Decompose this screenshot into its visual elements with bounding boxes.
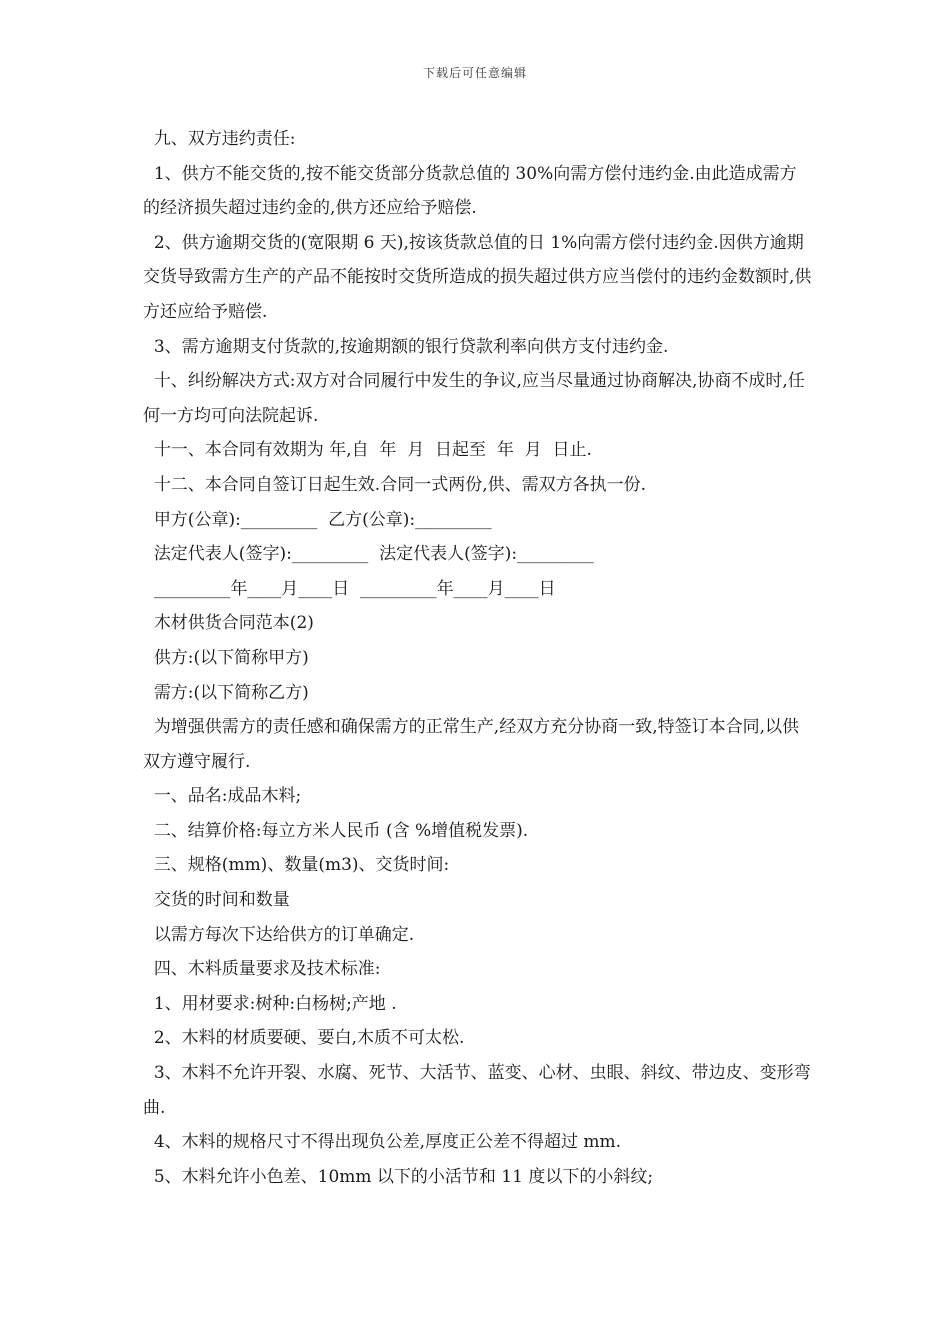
paragraph-validity: 十一、本合同有效期为 年,自 年 月 日起至 年 月 日止.: [143, 440, 592, 461]
signature-date-line: _________年____月____日 _________年____月____日: [143, 578, 556, 599]
paragraph-breach-1: 1、供方不能交货的,按不能交货部分货款总值的 30%向需方偿付违约金.由此造成需方的经济损失超过违约金的,供方还应给予赔偿.: [143, 163, 797, 219]
supplier-line: 供方:(以下简称甲方): [143, 647, 309, 668]
paragraph-order: 以需方每次下达给供方的订单确定.: [143, 924, 415, 945]
paragraph-spec: 三、规格(mm)、数量(m3)、交货时间:: [143, 855, 450, 876]
paragraph-effect: 十二、本合同自签订日起生效.合同一式两份,供、需双方各执一份.: [143, 474, 647, 495]
paragraph-product-name: 一、品名:成品木料;: [143, 786, 302, 807]
paragraph-quality-3: 3、木料不允许开裂、水腐、死节、大活节、蓝变、心材、虫眼、斜纹、带边皮、变形弯曲.: [143, 1063, 811, 1118]
paragraph-quality-2: 2、木料的材质要硬、要白,木质不可太松.: [143, 1028, 465, 1049]
paragraph-dispute: 十、纠纷解决方式:双方对合同履行中发生的争议,应当尽量通过协商解决,协商不成时,任何一方均可向法院起诉.: [143, 371, 805, 426]
paragraph-breach-3: 3、需方逾期支付货款的,按逾期额的银行贷款利率向供方支付违约金.: [143, 336, 669, 357]
paragraph-delivery-time: 交货的时间和数量: [143, 890, 290, 911]
signature-representative-line: 法定代表人(签字):_________ 法定代表人(签字):_________: [143, 544, 594, 565]
document-body: [143, 122, 813, 1194]
paragraph-quality-4: 4、木料的规格尺寸不得出现负公差,厚度正公差不得超过 mm.: [143, 1132, 622, 1153]
page-header-note: 下载后可任意编辑: [422, 66, 527, 80]
signature-seal-line: 甲方(公章):_________ 乙方(公章):_________: [143, 509, 492, 530]
paragraph-price: 二、结算价格:每立方米人民币 (含 %增值税发票).: [143, 820, 529, 841]
paragraph-breach-title: 九、双方违约责任:: [143, 129, 296, 149]
paragraph-quality-title: 四、木料质量要求及技术标准:: [143, 959, 381, 980]
paragraph-quality-1: 1、用材要求:树种:白杨树;产地 .: [143, 993, 397, 1014]
paragraph-preamble: 为增强供需方的责任感和确保需方的正常生产,经双方充分协商一致,特签订本合同,以供双方遵守履行.: [143, 717, 800, 772]
paragraph-quality-5: 5、木料允许小色差、10mm 以下的小活节和 11 度以下的小斜纹;: [143, 1166, 654, 1187]
contract-title: 木材供货合同范本(2): [143, 613, 314, 634]
buyer-line: 需方:(以下简称乙方): [143, 682, 309, 703]
paragraph-breach-2: 2、供方逾期交货的(宽限期 6 天),按该货款总值的日 1%向需方偿付违约金.因供方逾期交货导致需方生产的产品不能按时交货所造成的损失超过供方应当偿付的违约金数额时,供方还应给予赔偿.: [143, 232, 812, 322]
